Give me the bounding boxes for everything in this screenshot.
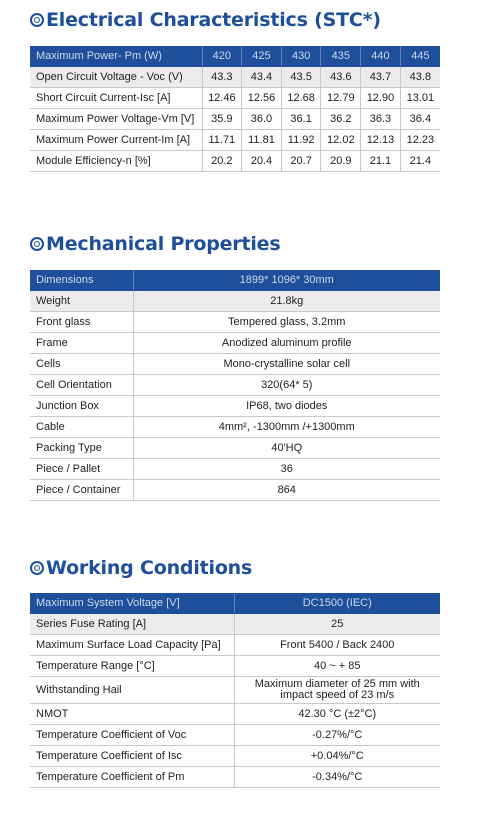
cell-value: 43.3: [202, 67, 242, 88]
power-col-420: 420: [202, 46, 242, 67]
row-label: Frame: [30, 333, 133, 354]
row-label: Dimensions: [30, 270, 133, 291]
cell-value: 43.6: [321, 67, 361, 88]
cell-value: 21.1: [361, 151, 401, 172]
row-label: Maximum Power Current-Im [A]: [30, 130, 202, 151]
table-row: [30, 291, 440, 312]
working-title-text: Working Conditions: [46, 557, 253, 579]
table-row: [30, 704, 440, 725]
row-label: Maximum Surface Load Capacity [Pa]: [30, 635, 234, 656]
cell-value: 320(64* 5): [133, 375, 440, 396]
cell-value: 42.30 °C (±2°C): [234, 704, 440, 725]
cell-value: 12.79: [321, 88, 361, 109]
table-row: [30, 656, 440, 677]
cell-value: DC1500 (IEC): [234, 593, 440, 614]
cell-value: 36.3: [361, 109, 401, 130]
cell-value: Tempered glass, 3.2mm: [133, 312, 440, 333]
cell-value: Front 5400 / Back 2400: [234, 635, 440, 656]
table-row: [30, 614, 440, 635]
row-label: Temperature Coefficient of Voc: [30, 725, 234, 746]
cell-value: 20.7: [281, 151, 321, 172]
row-label: Front glass: [30, 312, 133, 333]
row-label: Open Circuit Voltage - Voc (V): [30, 67, 202, 88]
row-label: Short Circuit Current-Isc [A]: [30, 88, 202, 109]
cell-value: 12.02: [321, 130, 361, 151]
cell-value: -0.34%/°C: [234, 767, 440, 788]
cell-value: 1899* 1096* 30mm: [133, 270, 440, 291]
table-row: [30, 767, 440, 788]
cell-value: 11.71: [202, 130, 242, 151]
circle-bullet-icon: [30, 13, 44, 27]
table-row-vm: [30, 109, 440, 130]
cell-value: Anodized aluminum profile: [133, 333, 440, 354]
power-col-430: 430: [281, 46, 321, 67]
row-label: Temperature Coefficient of Isc: [30, 746, 234, 767]
cell-value: 43.7: [361, 67, 401, 88]
table-row-efficiency: [30, 151, 440, 172]
cell-value: 12.23: [400, 130, 440, 151]
row-label: NMOT: [30, 704, 234, 725]
table-row: [30, 459, 440, 480]
cell-value: 864: [133, 480, 440, 501]
table-row: [30, 354, 440, 375]
cell-value: +0.04%/°C: [234, 746, 440, 767]
cell-value: 36.2: [321, 109, 361, 130]
circle-bullet-icon: [30, 237, 44, 251]
cell-value: 20.4: [242, 151, 282, 172]
row-label: Series Fuse Rating [A]: [30, 614, 234, 635]
working-section-title: [30, 557, 252, 579]
cell-value: 35.9: [202, 109, 242, 130]
cell-value: 36.4: [400, 109, 440, 130]
table-row: [30, 375, 440, 396]
row-label: Withstanding Hail: [30, 677, 234, 704]
table-row-im: [30, 130, 440, 151]
table-row-isc: [30, 88, 440, 109]
mechanical-title-text: Mechanical Properties: [46, 233, 281, 255]
electrical-title-text: Electrical Characteristics (STC*): [46, 9, 381, 31]
cell-value: 21.8kg: [133, 291, 440, 312]
working-table: [30, 593, 440, 788]
row-label: Piece / Pallet: [30, 459, 133, 480]
row-label: Temperature Range [°C]: [30, 656, 234, 677]
table-row: [30, 635, 440, 656]
cell-value: 12.13: [361, 130, 401, 151]
cell-value: 43.5: [281, 67, 321, 88]
power-col-440: 440: [361, 46, 401, 67]
cell-value: IP68, two diodes: [133, 396, 440, 417]
table-row: [30, 396, 440, 417]
row-label: Junction Box: [30, 396, 133, 417]
cell-value: -0.27%/°C: [234, 725, 440, 746]
row-label: Weight: [30, 291, 133, 312]
cell-value: 12.56: [242, 88, 282, 109]
electrical-header-label: Maximum Power- Pm (W): [30, 46, 202, 67]
cell-value: 12.46: [202, 88, 242, 109]
cell-value: 36: [133, 459, 440, 480]
cell-value: 12.68: [281, 88, 321, 109]
circle-bullet-icon: [30, 561, 44, 575]
cell-value: Mono-crystalline solar cell: [133, 354, 440, 375]
table-row: [30, 677, 440, 704]
row-label: Packing Type: [30, 438, 133, 459]
row-label: Cells: [30, 354, 133, 375]
cell-value: 21.4: [400, 151, 440, 172]
working-header-row: [30, 593, 440, 614]
cell-value: 43.4: [242, 67, 282, 88]
table-row: [30, 333, 440, 354]
table-row: [30, 312, 440, 333]
mechanical-table: [30, 270, 440, 501]
cell-value: 20.2: [202, 151, 242, 172]
cell-value: 12.90: [361, 88, 401, 109]
mechanical-section-title: [30, 233, 280, 255]
cell-value: 11.92: [281, 130, 321, 151]
cell-value: 20.9: [321, 151, 361, 172]
row-label: Temperature Coefficient of Pm: [30, 767, 234, 788]
table-row: [30, 725, 440, 746]
cell-value: 25: [234, 614, 440, 635]
power-col-435: 435: [321, 46, 361, 67]
electrical-table: [30, 46, 440, 172]
table-row: [30, 746, 440, 767]
table-row-voc: [30, 67, 440, 88]
cell-value: 36.0: [242, 109, 282, 130]
cell-value: 4mm², -1300mm /+1300mm: [133, 417, 440, 438]
cell-value: Maximum diameter of 25 mm with impact speed of 23 m/s: [234, 677, 440, 704]
table-row: [30, 417, 440, 438]
cell-value: 36.1: [281, 109, 321, 130]
cell-value: 40'HQ: [133, 438, 440, 459]
cell-value: 40 ~ + 85: [234, 656, 440, 677]
power-col-445: 445: [400, 46, 440, 67]
electrical-section-title: [30, 9, 381, 31]
power-col-425: 425: [242, 46, 282, 67]
row-label: Maximum System Voltage [V]: [30, 593, 234, 614]
mechanical-header-row: [30, 270, 440, 291]
electrical-header-row: [30, 46, 440, 67]
row-label: Cable: [30, 417, 133, 438]
row-label: Maximum Power Voltage-Vm [V]: [30, 109, 202, 130]
row-label: Cell Orientation: [30, 375, 133, 396]
table-row: [30, 438, 440, 459]
cell-value: 43.8: [400, 67, 440, 88]
row-label: Piece / Container: [30, 480, 133, 501]
table-row: [30, 480, 440, 501]
cell-value: 11.81: [242, 130, 282, 151]
row-label: Module Efficiency-n [%]: [30, 151, 202, 172]
cell-value: 13.01: [400, 88, 440, 109]
